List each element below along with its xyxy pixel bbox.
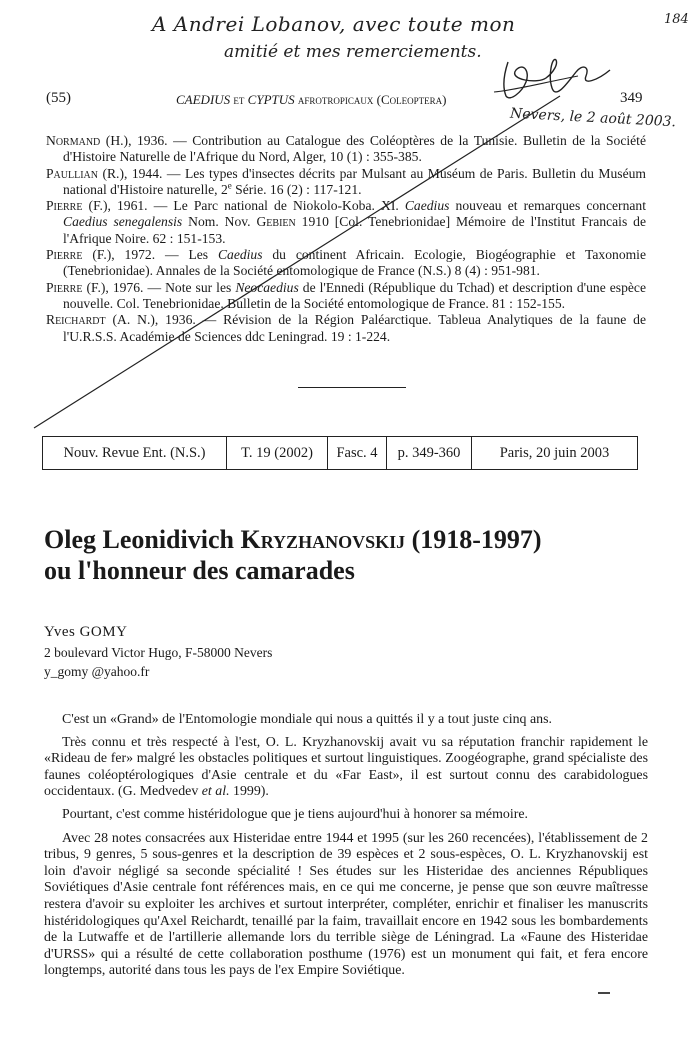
body-paragraph: Avec 28 notes consacrées aux Histeridae entre 1944 et 1995 (sur les 260 recencées), l'établissement de 2 tribus, 9 genres, 5 sous-genres et la description de 39 espèces et 2 sous-espèces, O. L. Kryzhanovskij est loin d'avoir négligé sa seconde spécialité ! Ses études sur les Histeridae des anciennes Républiques Soviétiques d'Asie centrale font références mais, en ce qui me concerne, je pense que son œuvre maîtresse restera d'avoir su exploiter les archives et surtout interpréter, compléter, enrichir et finaliser les manuscrits histéridologiques qu'Axel Reichardt, tenaillé par la faim, travaillait encore en 1942 sous les bombardements de la Lutwaffe et de l'artillerie allemande lors du terrible siège de Léningrad. La «Faune des Histeridae d'URSS» qui a résulté de cette collaboration posthume (1976) est un monument qui fait, et fera encore longtemps, autorité dans tous les pays de l'ex Empire Soviétique. bbox=[44, 830, 648, 979]
journal-fascicle: Fasc. 4 bbox=[328, 437, 387, 469]
reference-text: 1910 [Col. Tenebrionidae] Mémoire de l'Institut Francais de l'Afrique Noire. 62 : 151-153. bbox=[63, 214, 646, 246]
body-text: 1999). bbox=[229, 784, 269, 800]
reference-text: , 1944. — Les types d'insectes décrits par Mulsant au Muséum de Paris. Bulletin du Muséum national d'Histoire naturelle, 2 bbox=[63, 165, 646, 197]
handwritten-archive-number: 184 bbox=[664, 12, 689, 27]
reference-taxon: Caedius bbox=[217, 247, 263, 263]
handwritten-dedication-line1: A Andrei Lobanov, avec toute mon bbox=[152, 12, 516, 36]
page-number-left: (55) bbox=[46, 90, 71, 106]
author-address: 2 boulevard Victor Hugo, F-58000 Nevers bbox=[44, 645, 273, 660]
reference-text: , 1961. — Le Parc national de Niokolo-Koba. XI. bbox=[107, 198, 405, 214]
journal-volume: T. 19 (2002) bbox=[227, 437, 328, 469]
reference-text: , 1972. — Les bbox=[111, 247, 218, 263]
article-title-part1: Oleg Leonidivich bbox=[44, 525, 241, 554]
reference-text: , 1976. — Note sur les bbox=[105, 279, 236, 295]
reference-text: nouveau et remarques concernant bbox=[449, 198, 646, 214]
reference-text: , 1936. — Révision de la Région Paléarctique. Tableua Analytiques de la faune de l'U.R.S.S. Académie de Sciences ddc Leningrad. 19 : 1-224. bbox=[63, 312, 647, 344]
stray-mark bbox=[598, 992, 610, 994]
running-title-genus-1: CAEDIUS bbox=[176, 92, 231, 107]
reference-author: Pierre (F.) bbox=[46, 247, 112, 263]
reference-text: , 1936. — Contribution au Catalogue des Coléoptères de la Tunisie. Bulletin de la Société d'Histoire Naturelle de l'Afrique du Nord, Alger, 10 (1) : 355-385. bbox=[63, 133, 646, 165]
reference-author: Paullian (R.) bbox=[46, 165, 124, 181]
reference-author: Pierre (F.) bbox=[46, 198, 108, 214]
article-title-line2: ou l'honneur des camarades bbox=[44, 556, 355, 585]
reference-taxon: Caedius senegalensis bbox=[63, 214, 183, 230]
running-title-rest: afrotropicaux (Coleoptera) bbox=[294, 92, 447, 107]
reference-text: Nom. Nov. bbox=[182, 214, 257, 230]
body-paragraph: C'est un «Grand» de l'Entomologie mondiale qui nous a quittés il y a tout juste cinq ans. bbox=[62, 712, 552, 727]
handwritten-date: Nevers, le 2 août 2003. bbox=[509, 105, 677, 131]
body-paragraph bbox=[44, 735, 648, 801]
reference-text: du continent Africain. Ecologie, Biogéographie et Taxonomie (Tenebrionidae). Annales de la Société entomologique de France (N.S.) 8 (4) : 951-981. bbox=[63, 247, 646, 279]
reference-taxon: Neocaedius bbox=[235, 279, 299, 295]
author-name: Yves GOMY bbox=[44, 624, 128, 640]
journal-name: Nouv. Revue Ent. (N.S.) bbox=[43, 437, 227, 469]
article-title-surname: Kryzhanovskij bbox=[240, 525, 406, 554]
author-email: y_gomy @yahoo.fr bbox=[44, 664, 150, 679]
reference-text: de l'Ennedi (République du Tchad) et description d'une espèce nouvelle. Col. Tenebrionidae. Bulletin de la Société entomologique de France. 81 : 152-155. bbox=[63, 279, 646, 311]
reference-superscript: e bbox=[227, 180, 232, 191]
page-number-right: 349 bbox=[620, 90, 643, 106]
running-title-connector: et bbox=[230, 92, 248, 107]
journal-place-date: Paris, 20 juin 2003 bbox=[499, 444, 610, 461]
article-title bbox=[44, 524, 664, 586]
reference-taxon: Caedius bbox=[404, 198, 450, 214]
handwritten-dedication-line2: amitié et mes remerciements. bbox=[224, 42, 482, 62]
reference-author: Normand (H.) bbox=[46, 133, 129, 148]
running-title-genus-2: CYPTUS bbox=[247, 92, 295, 107]
reference-author: Reichardt (A. N.) bbox=[46, 312, 155, 328]
reference-smallcaps: Gebien bbox=[256, 214, 296, 230]
journal-pages: p. 349-360 bbox=[387, 437, 472, 469]
article-title-part2: (1918-1997) bbox=[405, 525, 542, 554]
body-text-emphasis: et al. bbox=[201, 784, 230, 800]
body-paragraph: Pourtant, c'est comme histéridologue que je tiens aujourd'hui à honorer sa mémoire. bbox=[62, 806, 528, 822]
reference-text: Série. 16 (2) : 117-121. bbox=[231, 181, 362, 197]
article-body bbox=[44, 712, 648, 987]
body-text: Très connu et très respecté à l'est, O. L. Kryzhanovskij avait vu sa réputation franchir rapidement le «Rideau de fer» malgré les obstacles politiques et surtout linguistiques. Zoogéographe, grand spécialiste des faunes coléoptérologiques d'Asie centrale et du «Far East», il est surtout connu des carabidologues occidentaux. (G. Medvedev bbox=[44, 734, 648, 800]
reference-author: Pierre (F.) bbox=[46, 279, 106, 295]
